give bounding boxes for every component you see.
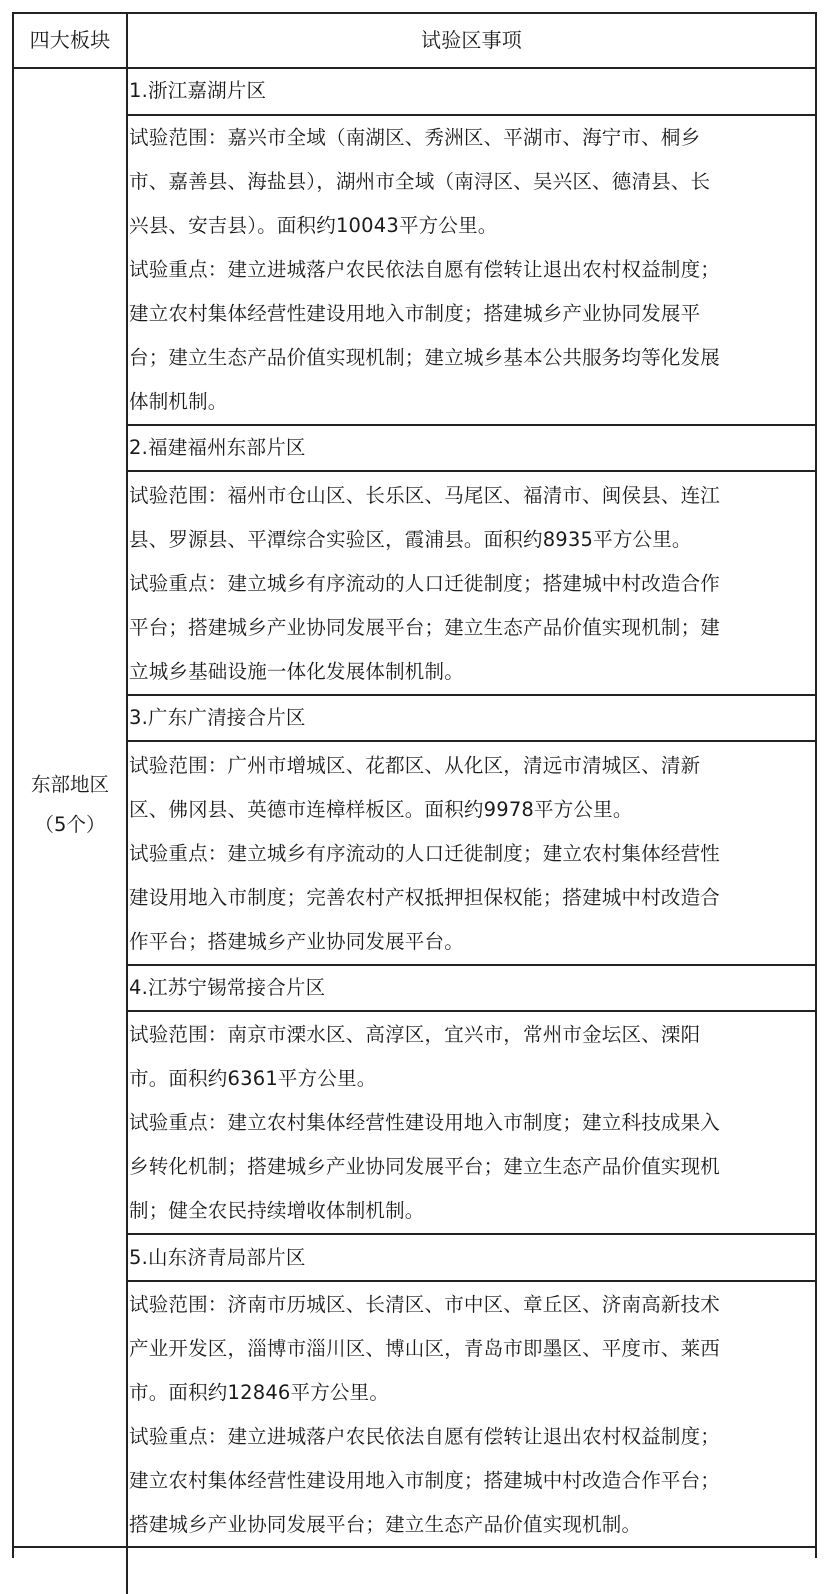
zone-2-line: 试验范围：福州市仓山区、长乐区、马尾区、福清市、闽侯县、连江 xyxy=(129,484,721,507)
zone-5-line: 搭建城乡产业协同发展平台；建立生态产品价值实现机制。 xyxy=(129,1513,642,1536)
zone-2-line: 县、罗源县、平潭综合实验区，霞浦县。面积约8935平方公里。 xyxy=(129,528,692,551)
table-border-right xyxy=(815,12,817,1558)
zone-2-title: 2.福建福州东部片区 xyxy=(129,436,306,459)
region-name: 东部地区 xyxy=(30,773,109,796)
zone-3-line: 试验范围：广州市增城区、花都区、从化区，清远市清城区、清新 xyxy=(129,754,701,777)
zone-2-title-divider xyxy=(126,470,817,472)
zone-2-line: 立城乡基础设施一体化发展体制机制。 xyxy=(129,660,464,683)
zone-5-line: 试验重点：建立进城落户农民依法自愿有偿转让退出农村权益制度； xyxy=(129,1425,721,1448)
zone-4-title-divider xyxy=(126,1010,817,1012)
zone-3-line: 区、佛冈县、英德市连樟样板区。面积约9978平方公里。 xyxy=(129,798,633,821)
zone-2-line: 平台；搭建城乡产业协同发展平台；建立生态产品价值实现机制；建 xyxy=(129,616,721,639)
zone-1-line: 市、嘉善县、海盐县），湖州市全域（南浔区、吴兴区、德清县、长 xyxy=(129,170,711,193)
zone-1-line: 兴县、安吉县）。面积约10043平方公里。 xyxy=(129,214,498,237)
header-col-items: 试验区事项 xyxy=(421,28,522,52)
zone-3-line: 作平台；搭建城乡产业协同发展平台。 xyxy=(129,930,464,953)
zone-1-line: 试验范围：嘉兴市全域（南湖区、秀洲区、平湖市、海宁市、桐乡 xyxy=(129,126,701,149)
zone-4-line: 试验范围：南京市溧水区、高淳区，宜兴市，常州市金坛区、溧阳 xyxy=(129,1023,701,1046)
zone-1-line: 试验重点：建立进城落户农民依法自愿有偿转让退出农村权益制度； xyxy=(129,258,721,281)
zone-4-title: 4.江苏宁锡常接合片区 xyxy=(129,976,326,999)
zone-1-line: 台；建立生态产品价值实现机制；建立城乡基本公共服务均等化发展 xyxy=(129,346,721,369)
zone-3-title: 3.广东广清接合片区 xyxy=(129,706,306,729)
zone-5-title: 5.山东济青局部片区 xyxy=(129,1246,306,1269)
zone-3-line: 建设用地入市制度；完善农村产权抵押担保权能；搭建城中村改造合 xyxy=(129,886,721,909)
zone-5-line: 产业开发区，淄博市淄川区、博山区，青岛市即墨区、平度市、莱西 xyxy=(129,1337,721,1360)
zone-4-line: 乡转化机制；搭建城乡产业协同发展平台；建立生态产品价值实现机 xyxy=(129,1155,721,1178)
zone-1-line: 体制机制。 xyxy=(129,390,228,413)
zone-3-line: 试验重点：建立城乡有序流动的人口迁徙制度；建立农村集体经营性 xyxy=(129,842,721,865)
region-label xyxy=(14,765,126,845)
zone-1-title: 1.浙江嘉湖片区 xyxy=(129,79,267,102)
zone-2-line: 试验重点：建立城乡有序流动的人口迁徙制度；搭建城中村改造合作 xyxy=(129,572,721,595)
zone-5-line: 试验范围：济南市历城区、长清区、市中区、章丘区、济南高新技术 xyxy=(129,1293,721,1316)
zone-4-line: 制；健全农民持续增收体制机制。 xyxy=(129,1199,425,1222)
zone-5-line: 建立农村集体经营性建设用地入市制度；搭建城中村改造合作平台； xyxy=(129,1469,721,1492)
zone-5-line: 市。面积约12846平方公里。 xyxy=(129,1381,390,1404)
zone-4-end-divider xyxy=(126,1233,817,1235)
zone-4-line: 试验重点：建立农村集体经营性建设用地入市制度；建立科技成果入 xyxy=(129,1111,721,1134)
zone-5-title-divider xyxy=(126,1280,817,1282)
region-count: （5个） xyxy=(34,813,106,836)
table-column-divider xyxy=(126,12,128,1594)
table-border-top xyxy=(12,12,817,14)
zone-1-line: 建立农村集体经营性建设用地入市制度；搭建城乡产业协同发展平 xyxy=(129,302,701,325)
zone-4-line: 市。面积约6361平方公里。 xyxy=(129,1067,377,1090)
header-col-sector: 四大板块 xyxy=(29,28,111,52)
zone-3-title-divider xyxy=(126,740,817,742)
